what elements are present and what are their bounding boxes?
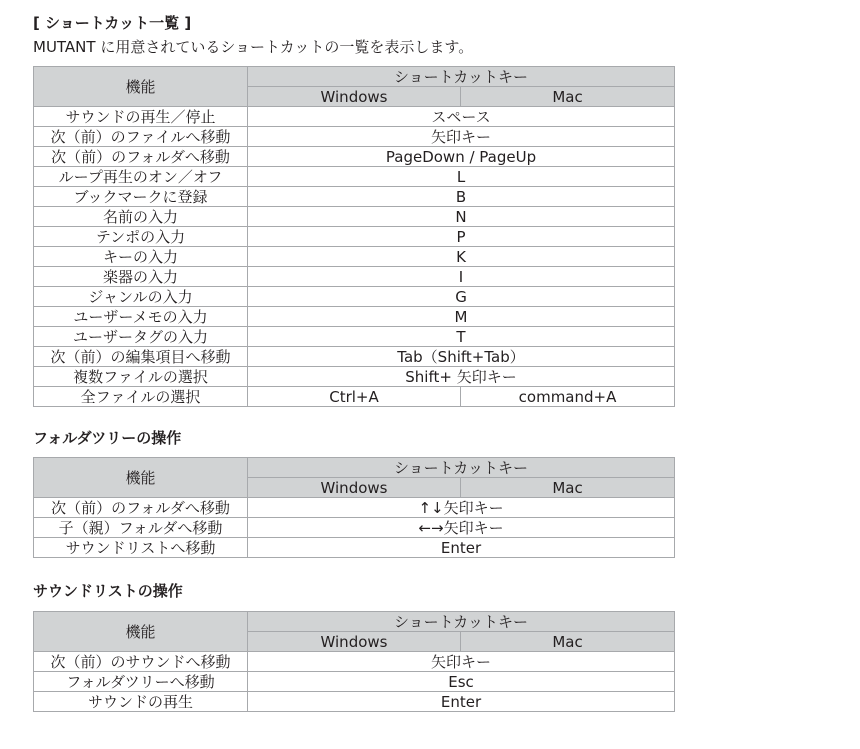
table-row xyxy=(34,287,675,307)
header-mac: Mac xyxy=(461,632,675,652)
shortcut-cell: T xyxy=(248,327,675,347)
function-cell: フォルダツリーへ移動 xyxy=(34,672,248,692)
header-function: 機能 xyxy=(34,458,248,498)
header-shortcut-key: ショートカットキー xyxy=(248,67,675,87)
shortcut-cell-windows: Ctrl+A xyxy=(248,387,461,407)
table-row xyxy=(34,347,675,367)
shortcut-cell: Esc xyxy=(248,672,675,692)
table-row xyxy=(34,387,675,407)
function-cell: 次（前）のフォルダへ移動 xyxy=(34,147,248,167)
shortcut-cell: Tab（Shift+Tab） xyxy=(248,347,675,367)
table-row xyxy=(34,147,675,167)
function-cell: ユーザーメモの入力 xyxy=(34,307,248,327)
table-row xyxy=(34,247,675,267)
table-row xyxy=(34,267,675,287)
shortcut-cell: Enter xyxy=(248,692,675,712)
header-mac: Mac xyxy=(461,87,675,107)
shortcut-cell: ↑↓矢印キー xyxy=(248,498,675,518)
table-row xyxy=(34,187,675,207)
function-cell: ループ再生のオン／オフ xyxy=(34,167,248,187)
function-cell: 楽器の入力 xyxy=(34,267,248,287)
table-row xyxy=(34,307,675,327)
folder-section-title: フォルダツリーの操作 xyxy=(33,429,182,447)
header-shortcut-key: ショートカットキー xyxy=(248,612,675,632)
header-windows: Windows xyxy=(248,87,461,107)
function-cell: サウンドの再生 xyxy=(34,692,248,712)
shortcut-cell: スペース xyxy=(248,107,675,127)
header-mac: Mac xyxy=(461,478,675,498)
table-row xyxy=(34,367,675,387)
function-cell: ジャンルの入力 xyxy=(34,287,248,307)
shortcut-cell: ←→矢印キー xyxy=(248,518,675,538)
function-cell: ユーザータグの入力 xyxy=(34,327,248,347)
table-row xyxy=(34,227,675,247)
shortcut-cell: 矢印キー xyxy=(248,127,675,147)
function-cell: 名前の入力 xyxy=(34,207,248,227)
table-row xyxy=(34,538,675,558)
shortcut-table-sound xyxy=(33,611,675,712)
sound-section-title: サウンドリストの操作 xyxy=(33,582,183,600)
shortcut-table-folder xyxy=(33,457,675,558)
header-function: 機能 xyxy=(34,612,248,652)
function-cell: 次（前）のフォルダへ移動 xyxy=(34,498,248,518)
function-cell: 複数ファイルの選択 xyxy=(34,367,248,387)
table-row xyxy=(34,167,675,187)
page-title: [ ショートカット一覧 ] xyxy=(33,14,192,32)
header-windows: Windows xyxy=(248,478,461,498)
shortcut-cell: L xyxy=(248,167,675,187)
shortcut-cell: PageDown / PageUp xyxy=(248,147,675,167)
function-cell: 次（前）の編集項目へ移動 xyxy=(34,347,248,367)
shortcut-cell: Shift+ 矢印キー xyxy=(248,367,675,387)
function-cell: 次（前）のサウンドへ移動 xyxy=(34,652,248,672)
table-row xyxy=(34,127,675,147)
table-row xyxy=(34,107,675,127)
shortcut-cell: N xyxy=(248,207,675,227)
intro-text: MUTANT に用意されているショートカットの一覧を表示します。 xyxy=(33,38,474,56)
shortcut-cell: Enter xyxy=(248,538,675,558)
table-row xyxy=(34,518,675,538)
function-cell: 次（前）のファイルへ移動 xyxy=(34,127,248,147)
function-cell: 子（親）フォルダへ移動 xyxy=(34,518,248,538)
table-row xyxy=(34,672,675,692)
shortcut-cell: P xyxy=(248,227,675,247)
shortcut-cell: G xyxy=(248,287,675,307)
shortcut-table-main xyxy=(33,66,675,407)
table-row xyxy=(34,652,675,672)
function-cell: ブックマークに登録 xyxy=(34,187,248,207)
shortcut-cell: B xyxy=(248,187,675,207)
function-cell: テンポの入力 xyxy=(34,227,248,247)
shortcut-cell: I xyxy=(248,267,675,287)
table-row xyxy=(34,327,675,347)
header-function: 機能 xyxy=(34,67,248,107)
shortcut-cell-mac: command+A xyxy=(461,387,675,407)
function-cell: キーの入力 xyxy=(34,247,248,267)
function-cell: サウンドリストへ移動 xyxy=(34,538,248,558)
shortcut-cell: K xyxy=(248,247,675,267)
table-row xyxy=(34,498,675,518)
function-cell: 全ファイルの選択 xyxy=(34,387,248,407)
shortcut-cell: M xyxy=(248,307,675,327)
function-cell: サウンドの再生／停止 xyxy=(34,107,248,127)
table-row xyxy=(34,207,675,227)
header-windows: Windows xyxy=(248,632,461,652)
table-row xyxy=(34,692,675,712)
shortcut-cell: 矢印キー xyxy=(248,652,675,672)
header-shortcut-key: ショートカットキー xyxy=(248,458,675,478)
